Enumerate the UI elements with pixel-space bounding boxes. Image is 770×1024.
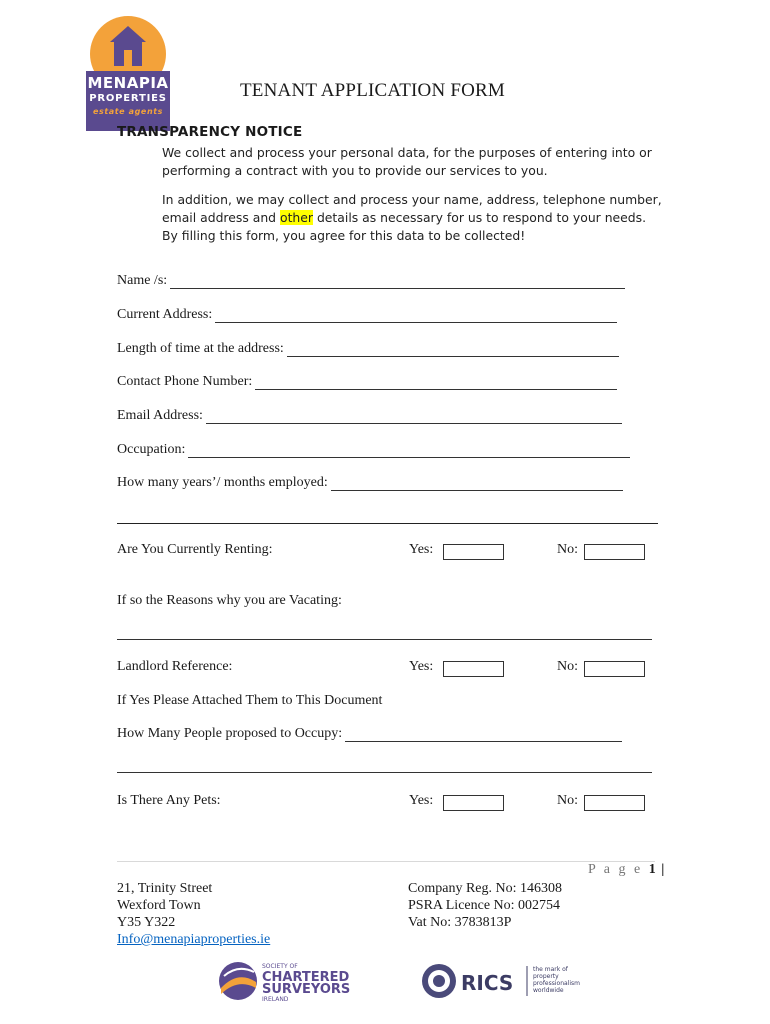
occupation-input-line[interactable] [188, 443, 630, 458]
footer-address [117, 880, 270, 948]
current-address-field [117, 307, 617, 323]
length-of-time-label: Length of time at the address: [117, 341, 284, 356]
name-input-line[interactable] [170, 274, 625, 289]
years-employed-input-line[interactable] [331, 476, 623, 491]
notice-paragraph-1: We collect and process your personal data, for the purposes of entering into or performing a contract with you to provide our services to you. [162, 145, 652, 178]
contact-phone-input-line[interactable] [255, 375, 617, 390]
renting-question: Are You Currently Renting: [117, 542, 273, 557]
current-address-label: Current Address: [117, 307, 213, 322]
logo-wordmark: MENAPIA [87, 74, 169, 92]
vacating-reasons-question: If so the Reasons why you are Vacating: [117, 593, 342, 608]
scs-line1: SOCIETY OF [262, 963, 298, 970]
rics-tagline-2: property [533, 973, 559, 980]
attach-instruction: If Yes Please Attached Them to This Document [117, 693, 383, 708]
occupants-input-line[interactable] [345, 727, 622, 742]
occupation-field [117, 442, 630, 458]
years-employed-field [117, 475, 623, 491]
pets-yes-box[interactable] [443, 795, 504, 811]
length-of-time-input-line[interactable] [287, 342, 619, 357]
occupation-label: Occupation: [117, 442, 186, 457]
pets-no-box[interactable] [584, 795, 645, 811]
occupants-extra-line[interactable] [117, 772, 652, 773]
notice-paragraph-2 [162, 191, 662, 245]
scs-line4: IRELAND [262, 996, 289, 1002]
landlord-yes-label: Yes: [409, 659, 434, 674]
scs-ireland-logo [218, 960, 388, 1002]
scs-line2: CHARTERED [262, 970, 350, 985]
logo-subwordmark: PROPERTIES [89, 93, 167, 104]
page-number [588, 862, 665, 878]
email-input-line[interactable] [206, 409, 622, 424]
renting-no-box[interactable] [584, 544, 645, 560]
notice-text-after: details as necessary for us to respond to your needs. By filling this form, you agree for this data to be collected! [162, 210, 647, 243]
scs-line3: SURVEYORS [262, 982, 351, 997]
footer-company-details [408, 880, 562, 931]
rics-wordmark: RICS [461, 971, 514, 995]
scs-emblem-icon [219, 962, 257, 1000]
highlighted-word: other [279, 210, 313, 225]
page-number-value: 1 | [648, 862, 666, 877]
contact-phone-label: Contact Phone Number: [117, 374, 253, 389]
email-label: Email Address: [117, 408, 203, 423]
name-label: Name /s: [117, 273, 168, 288]
footer-divider [117, 861, 655, 862]
rics-tagline-3: professionalism [533, 980, 580, 987]
email-field [117, 408, 622, 424]
address-line: Y35 Y322 [117, 915, 176, 930]
address-line: 21, Trinity Street [117, 881, 213, 896]
length-of-time-field [117, 341, 619, 357]
pets-question: Is There Any Pets: [117, 793, 221, 808]
occupants-field [117, 726, 622, 742]
years-employed-label: How many years’/ months employed: [117, 475, 328, 490]
form-title: TENANT APPLICATION FORM [240, 80, 505, 101]
notice-text-before: In addition, we may collect and process your name, address, telephone number, email address and [162, 192, 662, 225]
section-divider [117, 523, 658, 524]
house-icon [108, 24, 148, 72]
pets-no-label: No: [557, 793, 578, 808]
page-label: P a g e [588, 862, 643, 877]
company-reg: Company Reg. No: 146308 [408, 881, 562, 896]
logo-tagline: estate agents [92, 107, 164, 116]
rics-emblem-icon [422, 964, 456, 998]
landlord-no-box[interactable] [584, 661, 645, 677]
landlord-reference-question: Landlord Reference: [117, 659, 233, 674]
current-address-input-line[interactable] [215, 308, 617, 323]
rics-tagline-4: worldwide [533, 987, 564, 994]
vacating-reasons-input-line[interactable] [117, 639, 652, 640]
renting-no-label: No: [557, 542, 578, 557]
address-line: Wexford Town [117, 898, 201, 913]
name-field [117, 273, 625, 289]
renting-yes-label: Yes: [409, 542, 434, 557]
landlord-yes-box[interactable] [443, 661, 504, 677]
notice-heading: TRANSPARENCY NOTICE [117, 124, 303, 140]
contact-phone-field [117, 374, 617, 390]
landlord-no-label: No: [557, 659, 578, 674]
pets-yes-label: Yes: [409, 793, 434, 808]
vat-number: Vat No: 3783813P [408, 915, 512, 930]
renting-yes-box[interactable] [443, 544, 504, 560]
menapia-logo [86, 16, 170, 116]
rics-tagline-1: the mark of [533, 966, 568, 973]
email-link[interactable]: Info@menapiaproperties.ie [117, 932, 271, 947]
psra-licence: PSRA Licence No: 002754 [408, 898, 561, 913]
occupants-label: How Many People proposed to Occupy: [117, 726, 343, 741]
rics-logo [421, 960, 591, 1002]
